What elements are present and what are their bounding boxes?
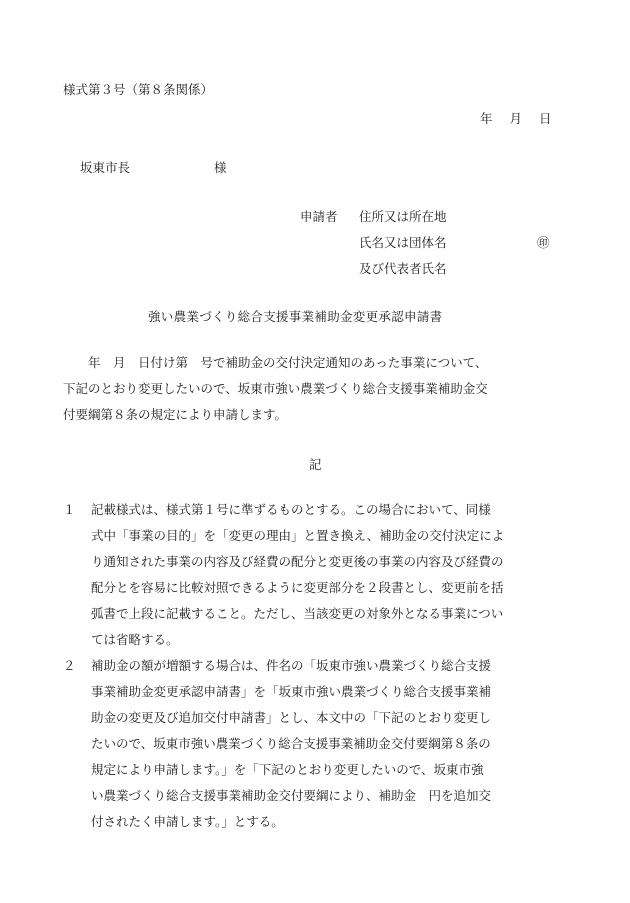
note-text <box>91 653 573 835</box>
note-item <box>63 497 573 653</box>
date-day: 日 <box>539 111 552 126</box>
form-label: 様式第３号（第８条関係） <box>63 82 214 97</box>
note-number: ２ <box>63 658 76 673</box>
body-line: 年 月 日付け第 号で補助金の交付決定通知のあった事業について、 <box>63 355 488 370</box>
note-line: 助金の変更及び追加交付申請書」とし、本文中の「下記のとおり変更し <box>91 710 492 725</box>
note-line: り通知された事業の内容及び経費の配分と変更後の事業の内容及び経費の <box>91 554 504 569</box>
note-text <box>91 497 573 653</box>
note-line: 付されたく申請します。」とする。 <box>91 814 284 829</box>
addressee <box>80 158 227 176</box>
ki-heading: 記 <box>309 457 322 472</box>
applicant-address-label: 住所又は所在地 <box>359 209 447 224</box>
note-line: 記載様式は、様式第１号に準ずるものとする。この場合において、同様 <box>91 502 491 517</box>
note-line: 規定により申請します。」を「下記のとおり変更したいので、坂東市強 <box>91 762 484 777</box>
body-line: 下記のとおり変更したいので、坂東市強い農業づくり総合支援事業補助金交 <box>63 381 488 396</box>
note-line: 事業補助金変更承認申請書」を「坂東市強い農業づくり総合支援事業補 <box>91 684 492 699</box>
date-month: 月 <box>509 111 523 126</box>
seal-mark: ㊞ <box>537 235 550 250</box>
addressee-name: 坂東市長 <box>80 160 131 175</box>
note-line: 配分とを容易に比較対照できるように変更部分を２段書とし、変更前を括 <box>91 580 504 595</box>
date-year: 年 <box>480 111 493 126</box>
note-line: い農業づくり総合支援事業補助金交付要綱により、補助金 円を追加交 <box>91 788 492 803</box>
notes-list <box>63 497 573 835</box>
applicant-representative-label: 及び代表者氏名 <box>359 261 447 276</box>
body-paragraph <box>63 350 573 428</box>
document-title: 強い農業づくり総合支援事業補助金変更承認申請書 <box>148 309 443 324</box>
note-line: 式中「事業の目的」を「変更の理由」と置き換え、補助金の交付決定によ <box>91 528 505 543</box>
applicant-role: 申請者 <box>300 209 338 224</box>
date-line <box>480 109 552 127</box>
note-line: 補助金の額が増額する場合は、件名の「坂東市強い農業づくり総合支援 <box>91 658 492 673</box>
note-number: １ <box>63 502 76 517</box>
applicant-name-label: 氏名又は団体名 <box>359 235 447 250</box>
addressee-honorific: 様 <box>214 160 227 175</box>
note-line: 弧書で上段に記載すること。ただし、当該変更の対象外となる事業につい <box>91 606 504 621</box>
note-item <box>63 653 573 835</box>
body-line: 付要綱第８条の規定により申請します。 <box>63 407 288 422</box>
note-line: たいので、坂東市強い農業づくり総合支援事業補助金交付要綱第８条の <box>91 736 491 751</box>
note-line: ては省略する。 <box>91 632 179 647</box>
